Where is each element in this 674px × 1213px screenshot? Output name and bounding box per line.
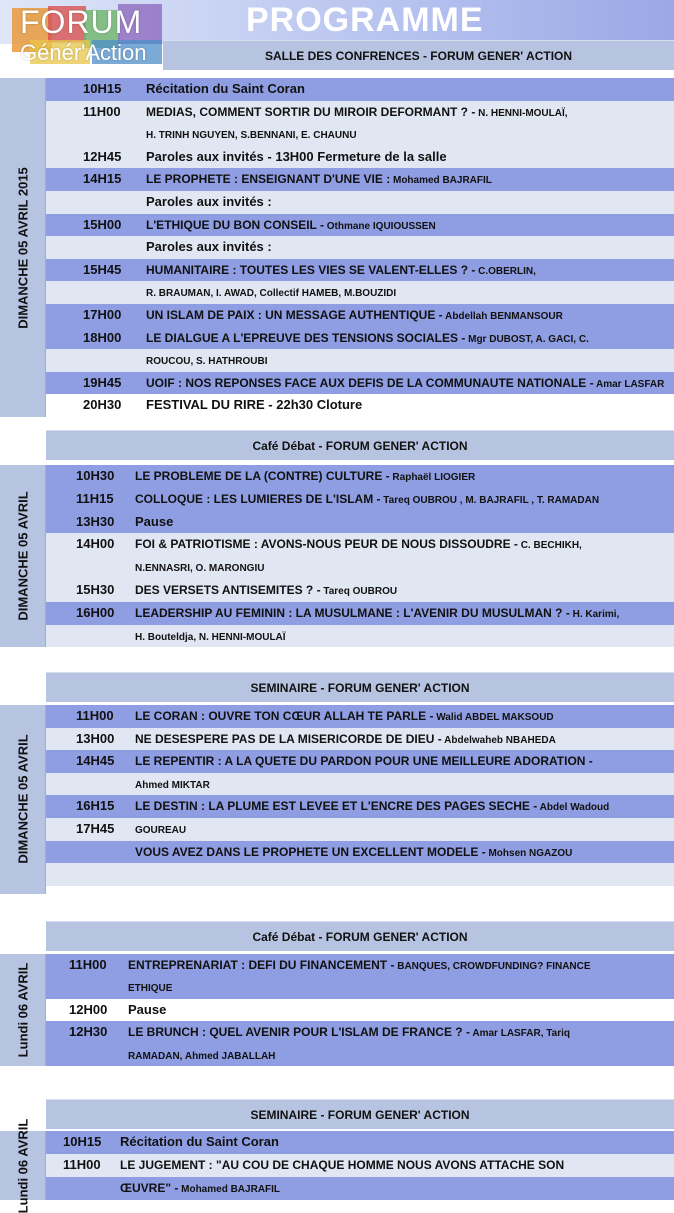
schedule-row bbox=[46, 101, 674, 124]
session-time: 18H00 bbox=[83, 329, 122, 345]
schedule-row bbox=[46, 1154, 674, 1177]
session-title-text: LE DESTIN : LA PLUME EST LEVEE ET L'ENCRE DES PAGES SECHE - bbox=[135, 799, 538, 814]
session-title bbox=[135, 579, 670, 603]
session-time: 12H00 bbox=[69, 1001, 108, 1017]
schedule-row bbox=[46, 259, 674, 282]
schedule-row bbox=[46, 78, 674, 101]
session-speakers: GOUREAU bbox=[135, 825, 187, 836]
session-title-text: NE DESESPERE PAS DE LA MISERICORDE DE DIEU - bbox=[135, 731, 442, 746]
schedule-row bbox=[46, 1131, 674, 1154]
session-title bbox=[146, 394, 670, 416]
session-speakers: H. Bouteldja, N. HENNI-MOULAÏ bbox=[135, 631, 286, 643]
day-label bbox=[0, 705, 46, 894]
session-speakers: Abdelwaheb NBAHEDA bbox=[441, 734, 556, 746]
session-title-text: FESTIVAL DU RIRE - 22h30 Cloture bbox=[146, 397, 363, 413]
session-title bbox=[146, 327, 670, 351]
session-time: 13H30 bbox=[76, 513, 115, 529]
schedule-row bbox=[46, 1021, 674, 1043]
session-speakers: ETHIQUE bbox=[128, 983, 173, 995]
session-title-text: MEDIAS, COMMENT SORTIR DU MIROIR DEFORMANT ? - bbox=[146, 104, 476, 119]
session-speakers: Tareq OUBROU bbox=[320, 586, 398, 597]
session-speakers: BANQUES, CROWDFUNDING? FINANCE bbox=[394, 961, 591, 972]
schedule-row bbox=[46, 372, 674, 395]
session-title bbox=[146, 168, 670, 192]
session-title bbox=[135, 488, 670, 512]
session-title-text: LE DIALGUE A L'EPREUVE DES TENSIONS SOCIALES - bbox=[146, 330, 466, 345]
session-title bbox=[146, 304, 670, 328]
session-title bbox=[120, 1154, 670, 1176]
session-time: 13H00 bbox=[76, 730, 115, 746]
schedule-row bbox=[46, 750, 674, 773]
schedule-row bbox=[46, 999, 674, 1021]
day-label-text: DIMANCHE 05 AVRIL bbox=[15, 491, 30, 621]
section-header: SALLE DES CONFRENCES - FORUM GENER' ACTION bbox=[163, 40, 674, 70]
session-title-text: Récitation du Saint Coran bbox=[120, 1134, 279, 1149]
session-speakers: H. TRINH NGUYEN, S.BENNANI, E. CHAUNU bbox=[146, 130, 357, 142]
session-title bbox=[146, 349, 670, 373]
session-title bbox=[135, 818, 670, 842]
logo-subtitle: Génér'Action bbox=[20, 40, 147, 65]
session-time: 16H15 bbox=[76, 798, 115, 814]
schedule-row bbox=[46, 954, 674, 976]
session-title-text: VOUS AVEZ DANS LE PROPHETE UN EXCELLENT MODELE - bbox=[135, 844, 486, 859]
session-speakers: R. BRAUMAN, I. AWAD, Collectif HAMEB, M.BOUZIDI bbox=[146, 288, 397, 300]
session-speakers: ROUCOU, S. HATHROUBI bbox=[146, 356, 268, 368]
session-speakers: Tareq OUBROU , M. BAJRAFIL , T. RAMADAN bbox=[380, 494, 600, 506]
session-speakers: Mgr DUBOST, A. GACI, C. bbox=[465, 333, 589, 345]
session-title bbox=[120, 1177, 670, 1201]
session-title bbox=[135, 602, 670, 626]
session-title bbox=[135, 728, 670, 752]
section-header: Café Débat - FORUM GENER' ACTION bbox=[46, 430, 674, 460]
session-title bbox=[146, 191, 670, 213]
session-title bbox=[146, 281, 670, 305]
section-header: SEMINAIRE - FORUM GENER' ACTION bbox=[46, 1099, 674, 1129]
schedule-row bbox=[46, 123, 674, 146]
session-title bbox=[120, 1131, 670, 1153]
day-label bbox=[0, 954, 46, 1066]
schedule-row bbox=[46, 602, 674, 625]
session-time: 14H15 bbox=[83, 171, 122, 187]
forum-logo bbox=[0, 0, 170, 72]
schedule-row bbox=[46, 168, 674, 191]
session-title-text: Pause bbox=[128, 1001, 167, 1017]
schedule-row bbox=[46, 146, 674, 169]
schedule-row bbox=[46, 281, 674, 304]
session-time: 10H15 bbox=[83, 81, 122, 96]
schedule-row bbox=[46, 705, 674, 728]
session-title-text: UOIF : NOS REPONSES FACE AUX DEFIS DE LA COMMUNAUTE NATIONALE - bbox=[146, 375, 594, 390]
schedule-row bbox=[46, 511, 674, 534]
session-speakers: RAMADAN, Ahmed JABALLAH bbox=[128, 1050, 276, 1062]
schedule-row bbox=[46, 394, 674, 417]
session-title bbox=[146, 372, 670, 396]
session-time: 15H45 bbox=[83, 261, 122, 277]
session-title bbox=[135, 795, 670, 819]
session-title bbox=[128, 1044, 670, 1068]
session-title bbox=[135, 533, 670, 557]
session-title-text: COLLOQUE : LES LUMIERES DE L'ISLAM - bbox=[135, 491, 381, 506]
schedule-row bbox=[46, 349, 674, 372]
session-title-text: ŒUVRE" - bbox=[120, 1181, 179, 1195]
session-title-text: L'ETHIQUE DU BON CONSEIL - bbox=[146, 217, 324, 232]
session-speakers: N. HENNI-MOULAÏ, bbox=[475, 107, 568, 119]
session-speakers: Raphaël LIOGIER bbox=[389, 472, 476, 483]
session-speakers: C.OBERLIN, bbox=[475, 265, 536, 277]
day-label-text: DIMANCHE 05 AVRIL bbox=[15, 734, 30, 865]
session-title-text: LE PROPHETE : ENSEIGNANT D'UNE VIE : bbox=[146, 172, 391, 187]
session-title bbox=[146, 259, 670, 283]
session-title-text: ENTREPRENARIAT : DEFI DU FINANCEMENT - bbox=[128, 958, 395, 972]
session-title-text: LE BRUNCH : QUEL AVENIR POUR L'ISLAM DE FRANCE ? - bbox=[128, 1025, 470, 1040]
schedule-row bbox=[46, 236, 674, 259]
session-time: 17H00 bbox=[83, 307, 122, 322]
session-speakers: N.ENNASRI, O. MARONGIU bbox=[135, 563, 265, 575]
schedule-row bbox=[46, 976, 674, 998]
session-title-text: Paroles aux invités : bbox=[146, 239, 272, 255]
session-title-text: LE REPENTIR : A LA QUETE DU PARDON POUR UNE MEILLEURE ADORATION - bbox=[135, 754, 593, 769]
schedule-row bbox=[46, 795, 674, 818]
session-title bbox=[146, 214, 670, 238]
session-title-text: FOI & PATRIOTISME : AVONS-NOUS PEUR DE NOUS DISSOUDRE - bbox=[135, 537, 518, 552]
schedule-row bbox=[46, 556, 674, 579]
day-label bbox=[0, 1118, 46, 1213]
session-title-text: Paroles aux invités - 13H00 Fermeture de la salle bbox=[146, 148, 447, 164]
schedule-row bbox=[46, 1044, 674, 1066]
session-title bbox=[146, 101, 670, 125]
session-time: 11H00 bbox=[69, 957, 107, 972]
session-title-text: LE JUGEMENT : "AU COU DE CHAQUE HOMME NOUS AVONS ATTACHE SON bbox=[120, 1158, 565, 1172]
session-speakers: Amar LASFAR, Tariq bbox=[469, 1028, 570, 1040]
session-time: 17H45 bbox=[76, 821, 115, 836]
session-title-text: Récitation du Saint Coran bbox=[146, 81, 305, 96]
session-speakers: Mohamed BAJRAFIL bbox=[178, 1184, 281, 1195]
session-title-text: Paroles aux invités : bbox=[146, 194, 272, 209]
session-speakers: Walid ABDEL MAKSOUD bbox=[433, 712, 554, 723]
session-title bbox=[135, 841, 670, 865]
session-title bbox=[135, 705, 670, 729]
session-title bbox=[135, 750, 670, 772]
session-title bbox=[135, 556, 670, 580]
session-time: 15H00 bbox=[83, 216, 122, 232]
session-title bbox=[135, 465, 670, 489]
session-time: 16H00 bbox=[76, 604, 115, 620]
session-time: 19H45 bbox=[83, 374, 122, 390]
schedule-row bbox=[46, 191, 674, 214]
day-label bbox=[0, 78, 46, 417]
session-time: 11H00 bbox=[83, 103, 121, 119]
session-title-text: LE CORAN : OUVRE TON CŒUR ALLAH TE PARLE - bbox=[135, 709, 434, 723]
session-time: 11H00 bbox=[63, 1157, 101, 1172]
schedule-row bbox=[46, 818, 674, 841]
session-speakers: C. BECHIKH, bbox=[517, 540, 582, 552]
session-title-text: DES VERSETS ANTISEMITES ? - bbox=[135, 583, 321, 597]
schedule-row bbox=[46, 488, 674, 511]
schedule-row bbox=[46, 773, 674, 796]
day-label-text: Lundi 06 AVRIL bbox=[15, 962, 30, 1058]
schedule-row bbox=[46, 214, 674, 237]
session-time: 12H30 bbox=[69, 1024, 108, 1040]
session-speakers: Abdel Wadoud bbox=[537, 802, 610, 814]
section-header: SEMINAIRE - FORUM GENER' ACTION bbox=[46, 672, 674, 702]
session-time: 20H30 bbox=[83, 397, 122, 413]
session-speakers: Othmane IQUIOUSSEN bbox=[323, 220, 436, 232]
page-title: PROGRAMME bbox=[246, 1, 484, 39]
session-title-text: UN ISLAM DE PAIX : UN MESSAGE AUTHENTIQUE - bbox=[146, 308, 443, 322]
session-title bbox=[146, 78, 670, 100]
session-speakers: Amar LASFAR bbox=[593, 378, 665, 390]
session-title bbox=[135, 625, 670, 649]
session-title bbox=[128, 976, 670, 1000]
session-time: 11H00 bbox=[76, 708, 114, 723]
session-title bbox=[128, 1021, 670, 1045]
schedule-row bbox=[46, 465, 674, 488]
session-time: 10H30 bbox=[76, 468, 115, 483]
session-speakers: H. Karimi, bbox=[569, 608, 620, 620]
day-label-text: Lundi 06 AVRIL bbox=[15, 1118, 30, 1213]
day-label-text: DIMANCHE 05 AVRIL 2015 bbox=[15, 166, 30, 329]
schedule-row bbox=[46, 863, 674, 886]
session-title bbox=[135, 511, 670, 533]
session-title bbox=[135, 773, 670, 797]
session-speakers: Abdellah BENMANSOUR bbox=[442, 311, 563, 322]
session-time: 12H45 bbox=[83, 148, 122, 164]
session-title bbox=[128, 954, 670, 978]
schedule-row bbox=[46, 625, 674, 648]
session-time: 14H00 bbox=[76, 536, 115, 552]
day-label bbox=[0, 465, 46, 647]
schedule-row bbox=[46, 841, 674, 864]
session-title bbox=[146, 146, 670, 168]
session-speakers: Ahmed MIKTAR bbox=[135, 779, 210, 791]
session-title bbox=[146, 123, 670, 147]
schedule-row bbox=[46, 1177, 674, 1200]
session-title bbox=[128, 999, 670, 1021]
session-title-text: Pause bbox=[135, 513, 174, 529]
session-time: 15H30 bbox=[76, 582, 115, 597]
session-time: 14H45 bbox=[76, 753, 115, 769]
schedule-row bbox=[46, 728, 674, 751]
session-time: 11H15 bbox=[76, 490, 114, 506]
schedule-row bbox=[46, 579, 674, 602]
schedule-row bbox=[46, 304, 674, 327]
schedule-row bbox=[46, 327, 674, 350]
session-speakers: Mohsen NGAZOU bbox=[485, 847, 573, 859]
session-title-text: HUMANITAIRE : TOUTES LES VIES SE VALENT-ELLES ? - bbox=[146, 262, 476, 277]
session-title bbox=[146, 236, 670, 258]
section-header: Café Débat - FORUM GENER' ACTION bbox=[46, 921, 674, 951]
session-speakers: Mohamed BAJRAFIL bbox=[390, 175, 492, 187]
session-time: 10H15 bbox=[63, 1134, 102, 1149]
session-title-text: LE PROBLEME DE LA (CONTRE) CULTURE - bbox=[135, 469, 390, 483]
schedule-row bbox=[46, 533, 674, 556]
session-title-text: LEADERSHIP AU FEMININ : LA MUSULMANE : L'AVENIR DU MUSULMAN ? - bbox=[135, 605, 570, 620]
logo-title: FORUM bbox=[20, 4, 143, 40]
